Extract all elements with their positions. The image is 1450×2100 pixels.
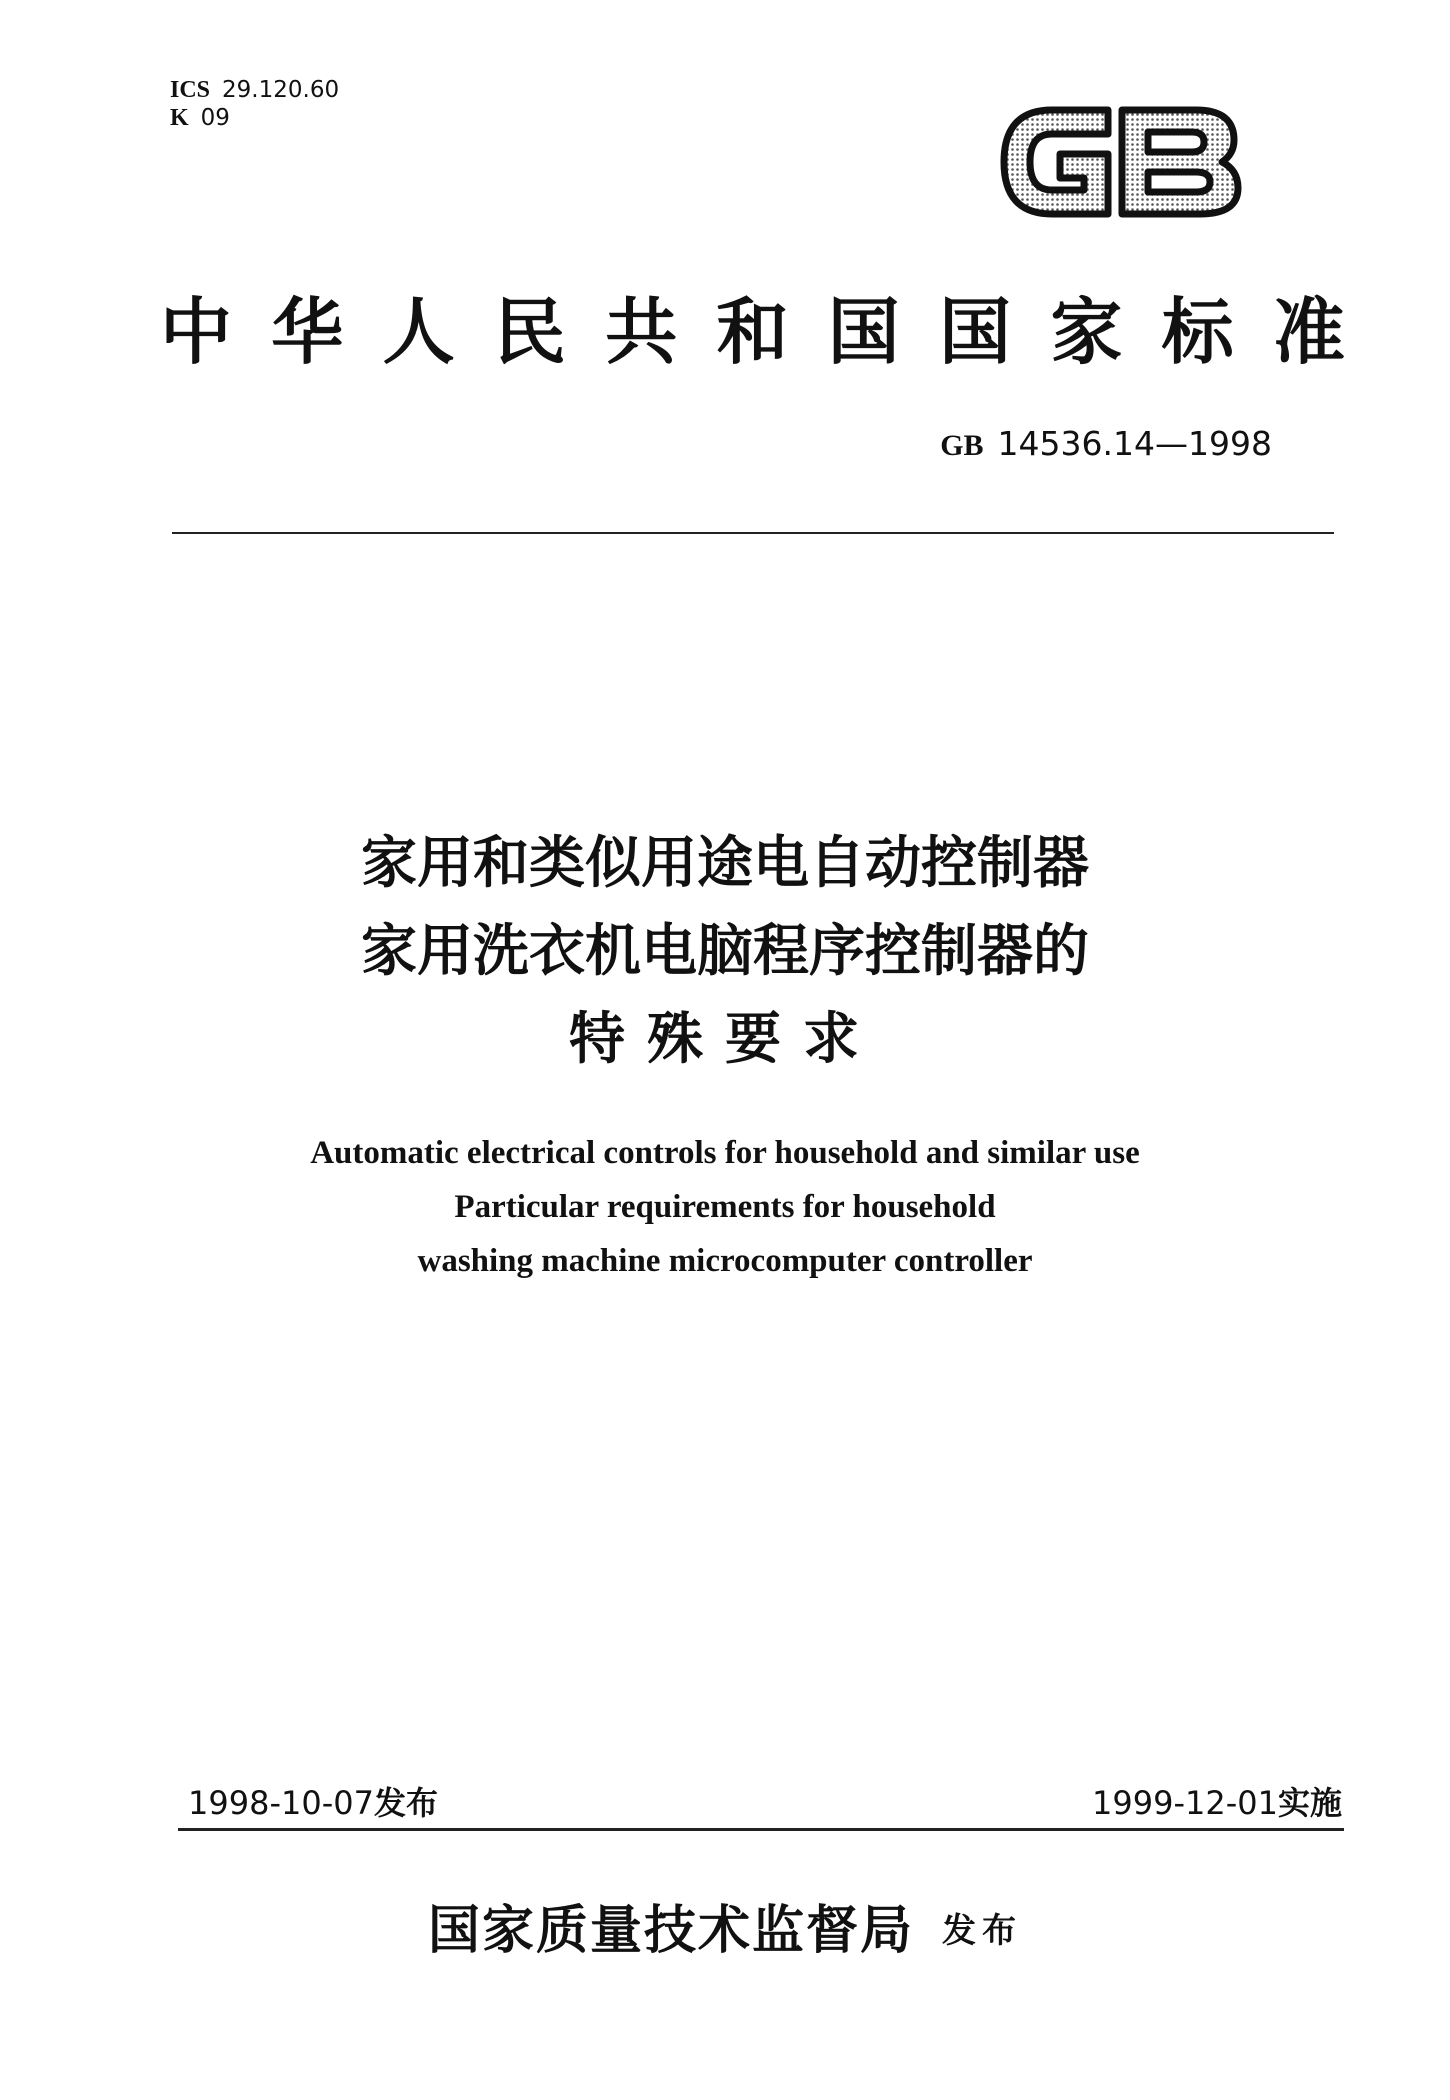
ccs-value: 09 — [200, 105, 230, 131]
issuer-organization: 国家质量技术监督局 — [427, 1900, 914, 1961]
standard-number — [940, 424, 1272, 464]
english-title — [0, 1126, 1450, 1288]
chinese-title-line-1: 家用和类似用途电自动控制器 — [361, 831, 1089, 896]
issuing-authority — [0, 1888, 1450, 1963]
issue-date-word: 发布 — [373, 1784, 438, 1822]
gb-logo — [990, 92, 1250, 232]
standard-prefix: GB — [940, 429, 984, 462]
chinese-title — [0, 820, 1450, 1084]
header-divider — [172, 532, 1334, 534]
chinese-title-line-3: 特殊要求 — [569, 1007, 881, 1072]
effective-date — [1092, 1778, 1342, 1824]
english-title-line-3: washing machine microcomputer controller — [417, 1243, 1033, 1279]
classification-codes — [170, 76, 339, 132]
national-standard-banner: 中华人民共和国国家标准 — [160, 289, 1345, 374]
chinese-title-line-2: 家用洗衣机电脑程序控制器的 — [361, 919, 1089, 984]
footer-divider — [178, 1828, 1344, 1831]
english-title-line-2: Particular requirements for household — [454, 1189, 996, 1225]
standard-number-value: 14536.14—1998 — [997, 424, 1272, 463]
effective-date-word: 实施 — [1277, 1784, 1342, 1822]
ccs-label: K — [170, 105, 189, 131]
issue-date-value: 1998-10-07 — [188, 1784, 374, 1822]
ics-code-row — [170, 76, 339, 104]
ccs-code-row — [170, 104, 339, 132]
effective-date-value: 1999-12-01 — [1092, 1784, 1278, 1822]
issuer-action: 发布 — [942, 1911, 1022, 1951]
ics-value: 29.120.60 — [222, 77, 340, 103]
ics-label: ICS — [170, 77, 211, 103]
english-title-line-1: Automatic electrical controls for household and similar use — [310, 1135, 1140, 1171]
issue-date — [188, 1778, 438, 1824]
